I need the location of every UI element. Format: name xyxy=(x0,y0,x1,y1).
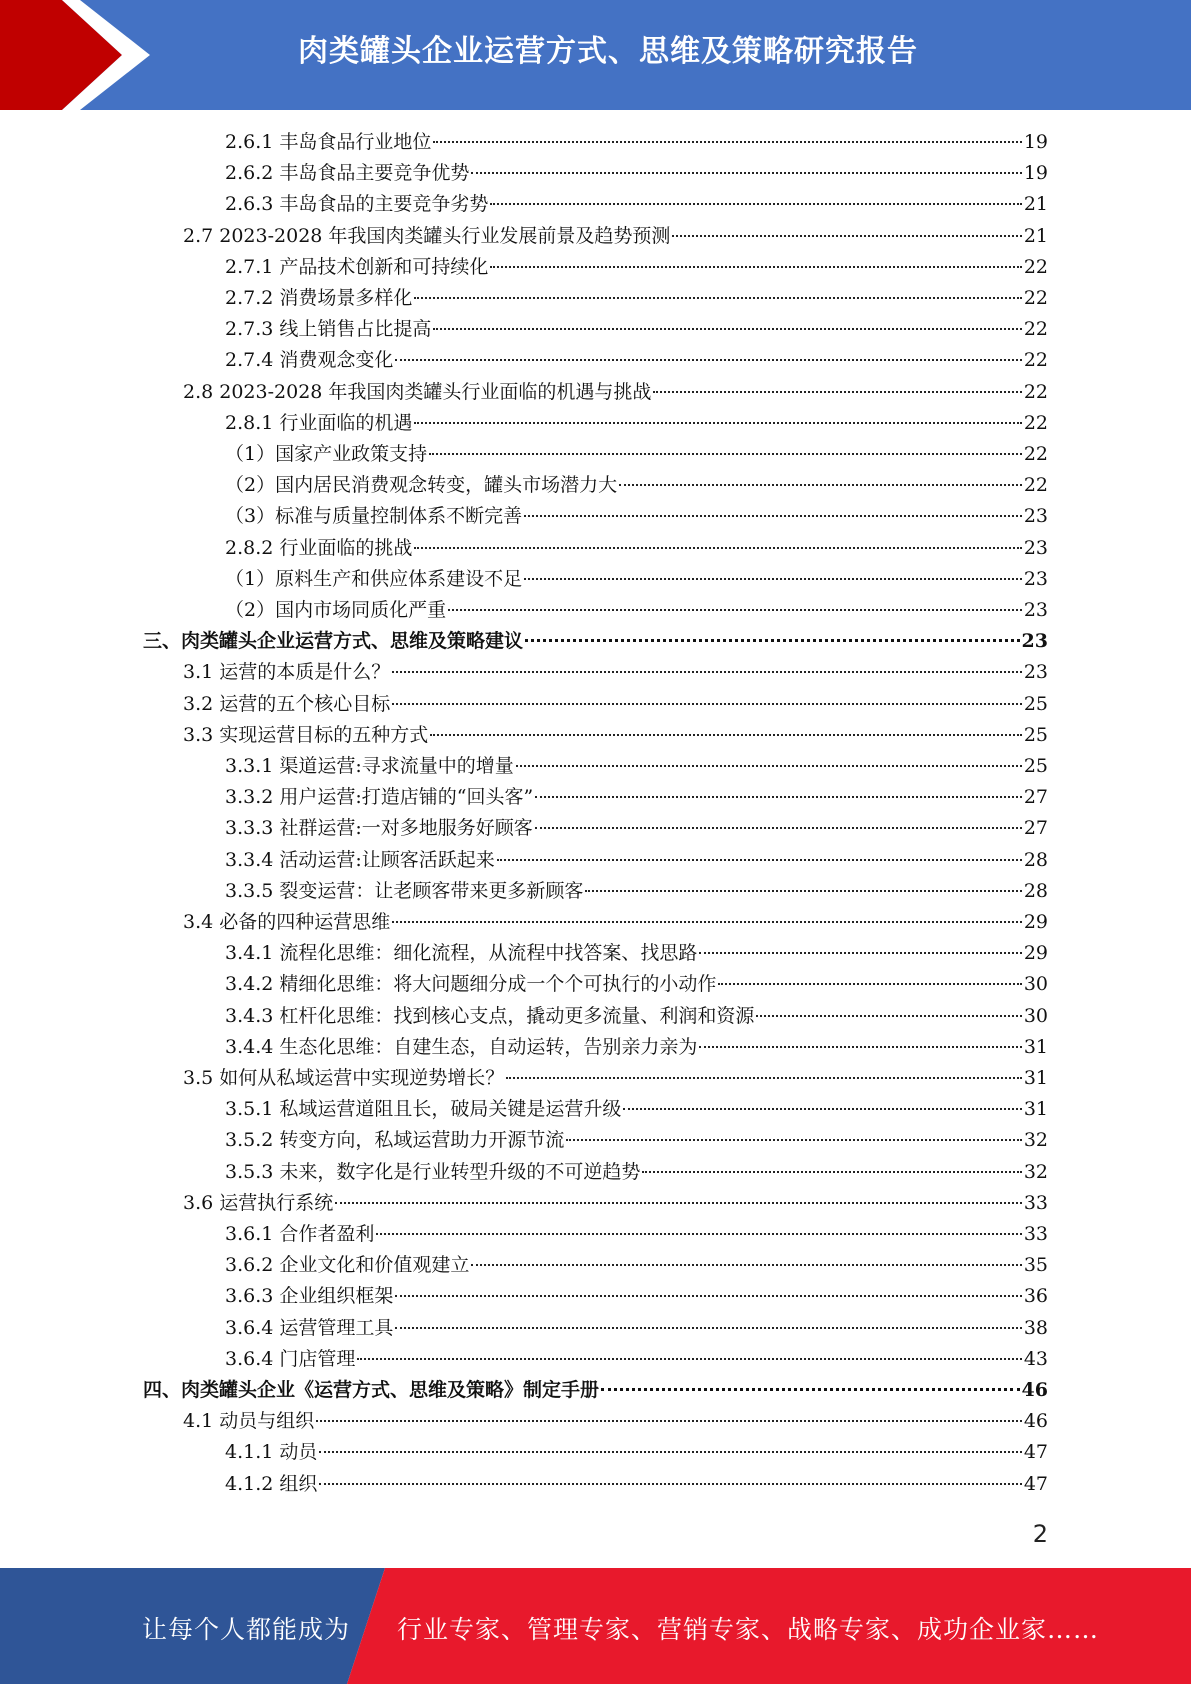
toc-entry[interactable] xyxy=(143,626,1048,657)
toc-entry-page: 33 xyxy=(1023,1223,1048,1245)
toc-entry-title: 2.7 2023-2028 年我国肉类罐头行业发展前景及趋势预测 xyxy=(183,224,671,247)
toc-entry-title: （3）标准与质量控制体系不断完善 xyxy=(225,505,523,528)
toc-entry[interactable] xyxy=(183,1188,1048,1219)
toc-entry[interactable] xyxy=(225,1281,1048,1312)
toc-entry-page: 23 xyxy=(1023,536,1048,559)
toc-entry-title: 3.1 运营的本质是什么？ xyxy=(183,661,391,684)
toc-entry-page: 23 xyxy=(1023,599,1048,621)
toc-entry[interactable] xyxy=(225,501,1048,532)
toc-dot-leader xyxy=(490,203,1021,205)
toc-entry-page: 25 xyxy=(1023,692,1048,715)
toc-entry-page: 22 xyxy=(1023,443,1048,465)
footer-slogan-left: 让每个人都能成为 xyxy=(142,1615,351,1644)
toc-entry-title: 2.7.4 消费观念变化 xyxy=(225,349,394,372)
toc-entry[interactable] xyxy=(183,720,1048,751)
toc-entry-title: 3.3.4 活动运营:让顾客活跃起来 xyxy=(225,848,495,871)
page-footer xyxy=(0,1568,1191,1684)
toc-entry[interactable] xyxy=(183,1063,1048,1094)
toc-entry-title: 3.5.3 未来，数字化是行业转型升级的不可逆趋势 xyxy=(225,1160,641,1183)
toc-dot-leader xyxy=(566,1139,1021,1141)
toc-entry-title: （1）原料生产和供应体系建设不足 xyxy=(225,567,523,590)
toc-entry-title: 4.1 动员与组织 xyxy=(183,1410,315,1433)
toc-entry-title: 3.6.2 企业文化和价值观建立 xyxy=(225,1254,470,1277)
toc-entry-page: 46 xyxy=(1023,1410,1048,1433)
toc-dot-leader xyxy=(429,453,1022,455)
toc-dot-leader xyxy=(433,141,1021,143)
toc-entry-title: 3.3.2 用户运营:打造店铺的“回头客” xyxy=(225,786,534,809)
toc-entry[interactable] xyxy=(225,1313,1048,1344)
toc-dot-leader xyxy=(392,921,1022,923)
toc-entry-title: 2.7.1 产品技术创新和可持续化 xyxy=(225,255,489,278)
toc-entry-title: 3.6.4 运营管理工具 xyxy=(225,1316,394,1339)
toc-dot-leader xyxy=(653,391,1021,393)
toc-dot-leader xyxy=(524,515,1022,517)
toc-dot-leader xyxy=(414,547,1021,549)
toc-entry-page: 23 xyxy=(1023,567,1048,590)
toc-entry-title: 3.4.4 生态化思维：自建生态，自动运转，告别亲力亲为 xyxy=(225,1035,698,1058)
toc-entry-page: 43 xyxy=(1023,1347,1048,1370)
toc-entry-title: 2.7.2 消费场景多样化 xyxy=(225,287,413,309)
toc-dot-leader xyxy=(524,578,1022,580)
toc-entry[interactable] xyxy=(225,845,1048,876)
toc-entry-title: （2）国内居民消费观念转变，罐头市场潜力大 xyxy=(225,474,618,497)
toc-entry-title: 2.8.2 行业面临的挑战 xyxy=(225,536,413,559)
toc-entry[interactable] xyxy=(225,595,1048,626)
toc-entry[interactable] xyxy=(225,158,1048,189)
toc-dot-leader xyxy=(535,796,1022,798)
toc-dot-leader xyxy=(672,235,1021,237)
toc-entry-title: 3.3.5 裂变运营：让老顾客带来更多新顾客 xyxy=(225,879,584,902)
toc-entry-title: 3.6.4 门店管理 xyxy=(225,1347,356,1370)
toc-entry[interactable] xyxy=(225,314,1048,345)
toc-entry[interactable] xyxy=(225,1250,1048,1281)
toc-entry-title: 4.1.1 动员 xyxy=(225,1441,318,1464)
toc-entry-page: 31 xyxy=(1023,1098,1048,1121)
toc-entry-page: 22 xyxy=(1023,287,1048,309)
toc-entry-page: 27 xyxy=(1023,817,1048,840)
toc-dot-leader xyxy=(525,639,1020,642)
toc-entry-page: 21 xyxy=(1023,224,1048,247)
toc-dot-leader xyxy=(319,1451,1021,1453)
toc-entry-title: 3.5.2 转变方向，私域运营助力开源节流 xyxy=(225,1129,565,1152)
toc-dot-leader xyxy=(642,1171,1021,1173)
toc-entry-title: 3.3.3 社群运营:一对多地服务好顾客 xyxy=(225,817,533,840)
toc-entry-title: 2.6.3 丰岛食品的主要竞争劣势 xyxy=(225,193,489,216)
toc-entry-title: 2.8 2023-2028 年我国肉类罐头行业面临的机遇与挑战 xyxy=(183,380,652,403)
toc-dot-leader xyxy=(395,1327,1021,1329)
toc-entry-page: 22 xyxy=(1023,318,1048,341)
toc-dot-leader xyxy=(619,484,1022,486)
toc-entry-title: （1）国家产业政策支持 xyxy=(225,443,428,465)
toc-entry-page: 22 xyxy=(1023,255,1048,278)
toc-entry[interactable] xyxy=(225,1157,1048,1188)
page-number: 2 xyxy=(1032,1520,1048,1548)
toc-entry-title: 3.4 必备的四种运营思维 xyxy=(183,911,391,933)
toc-entry-title: 2.8.1 行业面临的机遇 xyxy=(225,411,413,434)
toc-dot-leader xyxy=(516,765,1022,767)
toc-dot-leader xyxy=(699,952,1021,954)
toc-entry-page: 38 xyxy=(1023,1316,1048,1339)
toc-entry-page: 23 xyxy=(1023,661,1048,684)
toc-entry[interactable] xyxy=(225,533,1048,564)
toc-entry-page: 22 xyxy=(1023,349,1048,372)
toc-dot-leader xyxy=(535,827,1022,829)
toc-dot-leader xyxy=(623,1108,1021,1110)
toc-entry[interactable] xyxy=(225,127,1048,158)
toc-entry[interactable] xyxy=(225,1001,1048,1032)
toc-entry-page: 30 xyxy=(1023,1004,1048,1027)
toc-entry-page: 25 xyxy=(1023,723,1048,746)
toc-entry-page: 31 xyxy=(1023,1035,1048,1058)
toc-entry-page: 29 xyxy=(1023,911,1048,933)
toc-entry-title: 4.1.2 组织 xyxy=(225,1472,318,1495)
toc-entry-page: 22 xyxy=(1023,380,1048,403)
toc-entry-page: 28 xyxy=(1023,879,1048,902)
toc-dot-leader xyxy=(414,422,1021,424)
toc-entry[interactable] xyxy=(225,782,1048,813)
toc-dot-leader xyxy=(490,266,1021,268)
toc-entry[interactable] xyxy=(183,221,1048,252)
toc-entry[interactable] xyxy=(225,813,1048,844)
toc-entry[interactable] xyxy=(183,657,1048,688)
toc-entry-page: 19 xyxy=(1023,162,1048,185)
toc-dot-leader xyxy=(448,609,1022,611)
toc-entry[interactable] xyxy=(225,408,1048,439)
toc-entry[interactable] xyxy=(225,969,1048,1000)
toc-entry-title: （2）国内市场同质化严重 xyxy=(225,599,447,621)
toc-entry-page: 46 xyxy=(1021,1379,1048,1401)
toc-entry-page: 22 xyxy=(1023,411,1048,434)
toc-entry[interactable] xyxy=(225,1469,1048,1500)
toc-dot-leader xyxy=(376,1233,1021,1235)
toc-entry-page: 33 xyxy=(1023,1191,1048,1214)
toc-dot-leader xyxy=(335,1202,1022,1204)
toc-dot-leader xyxy=(414,297,1021,299)
toc-entry-page: 28 xyxy=(1023,848,1048,871)
toc-entry[interactable] xyxy=(225,876,1048,907)
toc-entry-title: 3.6 运营执行系统 xyxy=(183,1191,334,1214)
toc-entry[interactable] xyxy=(183,1406,1048,1437)
toc-dot-leader xyxy=(316,1420,1022,1422)
toc-entry-page: 47 xyxy=(1023,1441,1048,1464)
toc-dot-leader xyxy=(357,1358,1021,1360)
toc-entry[interactable] xyxy=(225,1344,1048,1375)
toc-entry[interactable] xyxy=(225,283,1048,314)
page-header xyxy=(0,0,1191,110)
toc-entry-page: 32 xyxy=(1023,1129,1048,1152)
toc-entry[interactable] xyxy=(183,907,1048,938)
toc-dot-leader xyxy=(471,1264,1021,1266)
toc-dot-leader xyxy=(506,1077,1022,1079)
toc-dot-leader xyxy=(392,703,1022,705)
toc-entry-page: 30 xyxy=(1023,973,1048,996)
toc-entry[interactable] xyxy=(143,1375,1048,1406)
toc-entry[interactable] xyxy=(225,470,1048,501)
toc-dot-leader xyxy=(395,1295,1021,1297)
toc-dot-leader xyxy=(585,890,1021,892)
toc-dot-leader xyxy=(601,1388,1020,1391)
toc-entry-page: 19 xyxy=(1023,131,1048,153)
toc-dot-leader xyxy=(392,671,1022,673)
toc-entry-title: 3.3.1 渠道运营:寻求流量中的增量 xyxy=(225,755,514,777)
footer-slogan-right: 行业专家、管理专家、营销专家、战略专家、成功企业家…… xyxy=(397,1615,1100,1644)
toc-dot-leader xyxy=(433,328,1021,330)
toc-dot-leader xyxy=(718,983,1021,985)
toc-entry[interactable] xyxy=(225,1094,1048,1125)
toc-entry-title: 3.5.1 私域运营道阻且长，破局关键是运营升级 xyxy=(225,1098,622,1121)
toc-entry-page: 35 xyxy=(1023,1254,1048,1277)
toc-entry[interactable] xyxy=(225,345,1048,376)
toc-dot-leader xyxy=(756,1015,1021,1017)
toc-entry-title: 2.7.3 线上销售占比提高 xyxy=(225,318,432,341)
toc-entry[interactable] xyxy=(225,1125,1048,1156)
toc-entry-title: 2.6.1 丰岛食品行业地位 xyxy=(225,131,432,153)
toc-entry[interactable] xyxy=(225,1437,1048,1468)
toc-entry-title: 3.5 如何从私域运营中实现逆势增长？ xyxy=(183,1067,505,1089)
toc-entry-page: 25 xyxy=(1023,755,1048,777)
toc-entry[interactable] xyxy=(225,938,1048,969)
toc-entry-page: 29 xyxy=(1023,942,1048,965)
toc-dot-leader xyxy=(319,1483,1021,1485)
toc-entry[interactable] xyxy=(225,1219,1048,1250)
toc-entry-page: 47 xyxy=(1023,1472,1048,1495)
toc-entry-title: 3.6.3 企业组织框架 xyxy=(225,1285,394,1308)
toc-entry[interactable] xyxy=(225,439,1048,470)
toc-entry-title: 3.6.1 合作者盈利 xyxy=(225,1223,375,1245)
toc-entry-title: 三、肉类罐头企业运营方式、思维及策略建议 xyxy=(143,630,524,653)
toc-entry[interactable] xyxy=(225,564,1048,595)
toc-dot-leader xyxy=(430,734,1022,736)
toc-entry[interactable] xyxy=(183,377,1048,408)
toc-entry[interactable] xyxy=(225,252,1048,283)
toc-entry-title: 四、肉类罐头企业《运营方式、思维及策略》制定手册 xyxy=(143,1379,600,1401)
toc-entry-page: 23 xyxy=(1023,505,1048,528)
toc-entry-title: 3.4.2 精细化思维：将大问题细分成一个个可执行的小动作 xyxy=(225,973,717,996)
toc-dot-leader xyxy=(471,172,1021,174)
toc-dot-leader xyxy=(497,859,1022,861)
toc-dot-leader xyxy=(699,1046,1021,1048)
toc-entry-title: 3.2 运营的五个核心目标 xyxy=(183,692,391,715)
toc-entry-title: 3.3 实现运营目标的五种方式 xyxy=(183,723,429,746)
toc-entry[interactable] xyxy=(225,751,1048,782)
toc-entry-page: 23 xyxy=(1021,630,1048,653)
toc-entry[interactable] xyxy=(225,1032,1048,1063)
toc-entry[interactable] xyxy=(225,189,1048,220)
toc-entry-title: 3.4.1 流程化思维：细化流程，从流程中找答案、找思路 xyxy=(225,942,698,965)
toc-entry[interactable] xyxy=(183,689,1048,720)
toc-entry-page: 36 xyxy=(1023,1285,1048,1308)
toc-entry-page: 27 xyxy=(1023,786,1048,809)
toc-entry-page: 32 xyxy=(1023,1160,1048,1183)
toc-dot-leader xyxy=(395,359,1021,361)
toc-entry-page: 22 xyxy=(1023,474,1048,497)
toc-entry-page: 21 xyxy=(1023,193,1048,216)
report-title: 肉类罐头企业运营方式、思维及策略研究报告 xyxy=(298,34,918,69)
toc-entry-title: 2.6.2 丰岛食品主要竞争优势 xyxy=(225,162,470,185)
toc-entry-page: 31 xyxy=(1023,1067,1048,1089)
toc-entry-title: 3.4.3 杠杆化思维：找到核心支点，撬动更多流量、利润和资源 xyxy=(225,1004,755,1027)
